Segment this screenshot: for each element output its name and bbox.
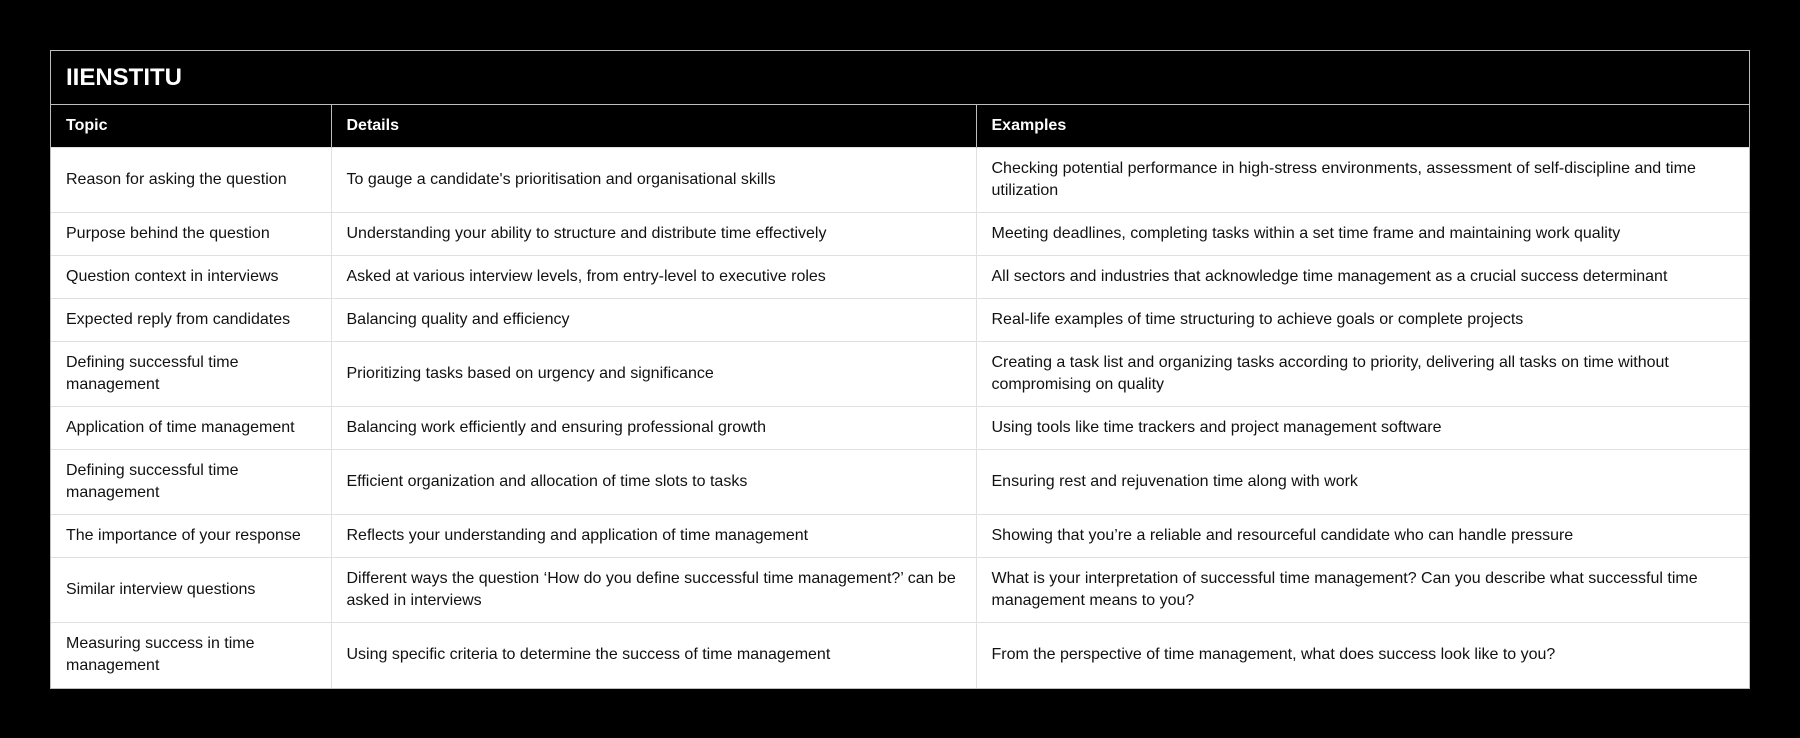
info-table [50,50,1750,689]
header-row [51,105,1749,148]
cell-details: Balancing quality and efficiency [331,299,976,342]
cell-examples: Real-life examples of time structuring to achieve goals or complete projects [976,299,1749,342]
cell-topic: Purpose behind the question [51,213,331,256]
table-row [51,148,1749,213]
cell-examples: Showing that you’re a reliable and resourceful candidate who can handle pressure [976,515,1749,558]
table-row [51,213,1749,256]
table-row [51,623,1749,688]
cell-details: Understanding your ability to structure and distribute time effectively [331,213,976,256]
cell-topic: Defining successful time management [51,450,331,515]
cell-examples: Using tools like time trackers and project management software [976,407,1749,450]
cell-examples: Meeting deadlines, completing tasks within a set time frame and maintaining work quality [976,213,1749,256]
header-examples: Examples [976,105,1749,148]
data-table [51,105,1749,688]
cell-examples: From the perspective of time management, what does success look like to you? [976,623,1749,688]
table-row [51,342,1749,407]
cell-examples: What is your interpretation of successful time management? Can you describe what successful time management means to you? [976,558,1749,623]
table-title: IIENSTITU [51,51,1749,105]
cell-topic: Reason for asking the question [51,148,331,213]
cell-details: Using specific criteria to determine the success of time management [331,623,976,688]
cell-topic: Measuring success in time management [51,623,331,688]
table-row [51,407,1749,450]
cell-topic: Defining successful time management [51,342,331,407]
cell-topic: The importance of your response [51,515,331,558]
cell-details: Asked at various interview levels, from entry-level to executive roles [331,256,976,299]
cell-topic: Application of time management [51,407,331,450]
cell-examples: Checking potential performance in high-stress environments, assessment of self-discipline and time utilization [976,148,1749,213]
table-row [51,450,1749,515]
cell-topic: Expected reply from candidates [51,299,331,342]
table-row [51,299,1749,342]
header-details: Details [331,105,976,148]
table-row [51,515,1749,558]
table-row [51,558,1749,623]
cell-details: To gauge a candidate's prioritisation and organisational skills [331,148,976,213]
cell-details: Efficient organization and allocation of time slots to tasks [331,450,976,515]
cell-details: Different ways the question ‘How do you define successful time management?’ can be asked in interviews [331,558,976,623]
cell-details: Balancing work efficiently and ensuring professional growth [331,407,976,450]
cell-details: Prioritizing tasks based on urgency and significance [331,342,976,407]
cell-details: Reflects your understanding and application of time management [331,515,976,558]
cell-examples: All sectors and industries that acknowledge time management as a crucial success determinant [976,256,1749,299]
table-row [51,256,1749,299]
cell-examples: Ensuring rest and rejuvenation time along with work [976,450,1749,515]
cell-topic: Question context in interviews [51,256,331,299]
cell-topic: Similar interview questions [51,558,331,623]
header-topic: Topic [51,105,331,148]
cell-examples: Creating a task list and organizing tasks according to priority, delivering all tasks on time without compromising on quality [976,342,1749,407]
